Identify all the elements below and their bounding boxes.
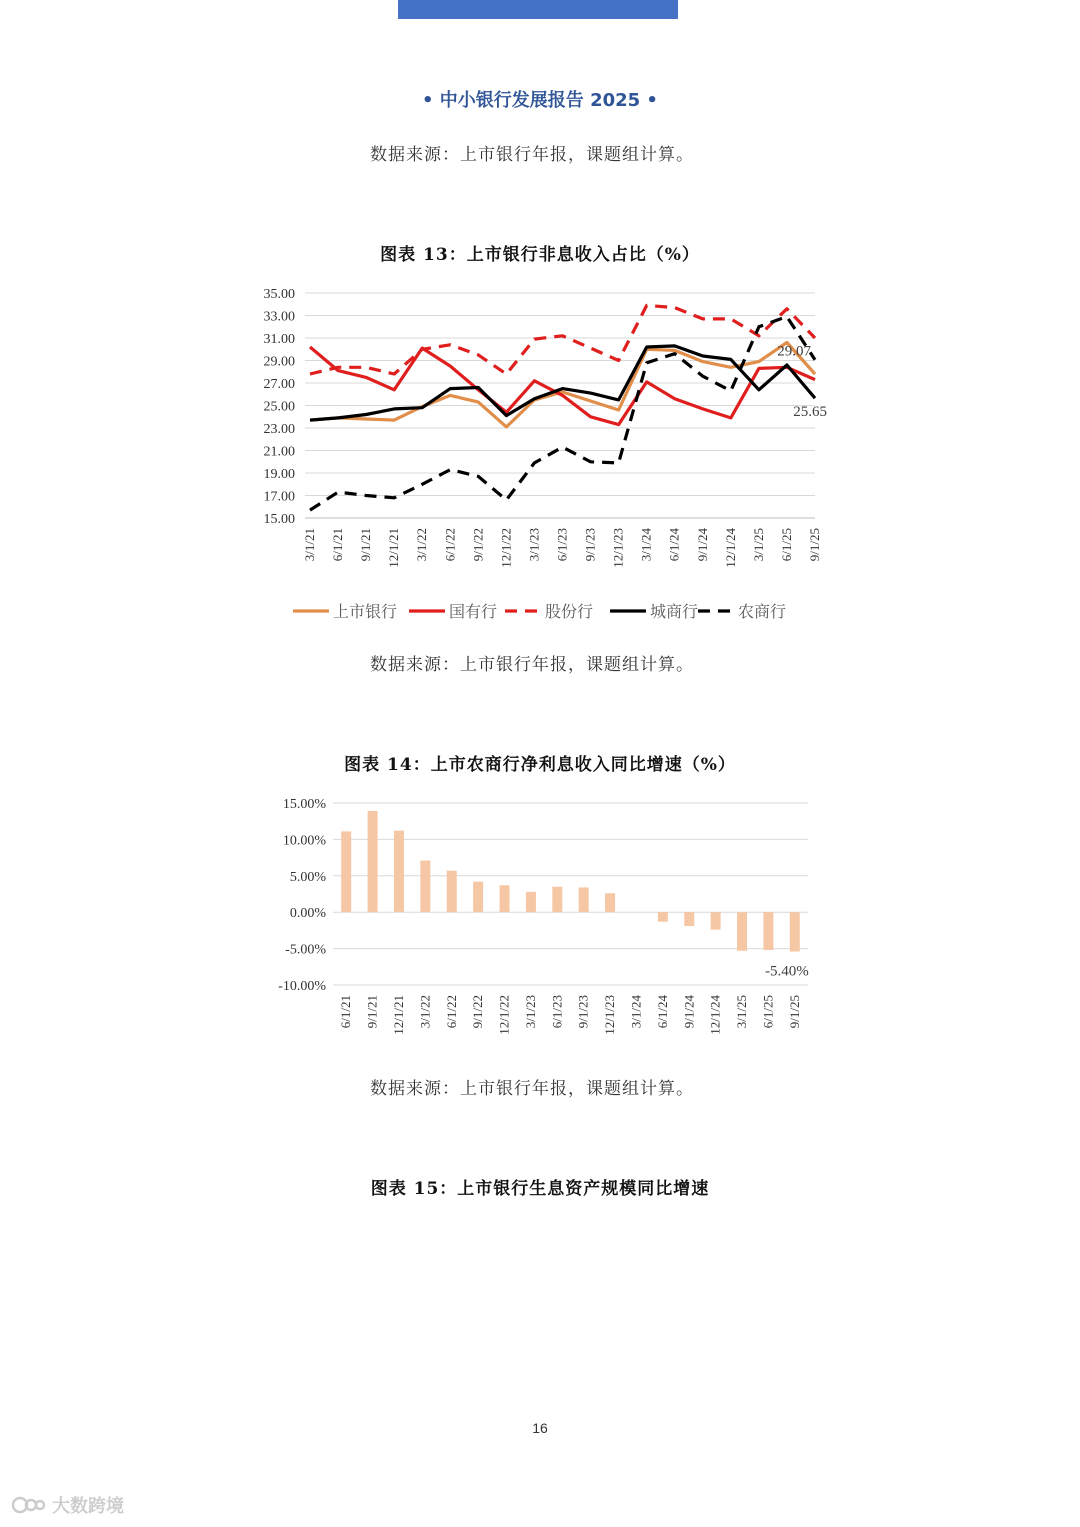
series-line-农商行 [310,317,815,511]
x-tick-label: 3/1/22 [417,995,433,1029]
figure-14-title: 图表 14：上市农商行净利息收入同比增速（%） [344,755,736,775]
x-tick-label: 6/1/22 [443,995,459,1029]
x-tick-label: 12/1/21 [390,995,406,1035]
x-tick-label: 3/1/25 [750,528,766,562]
data-label-farm-bank: 29.07 [777,343,811,360]
y-tick-label: 23.00 [263,422,295,437]
bar [658,912,668,921]
x-tick-label: 6/1/22 [442,528,458,562]
x-tick-label: 9/1/21 [364,995,380,1029]
data-label-city-bank: 25.65 [793,404,827,421]
y-tick-label: 33.00 [263,309,295,325]
x-tick-label: 9/1/23 [582,528,598,562]
x-tick-label: 9/1/24 [681,995,697,1029]
bar [341,831,351,912]
source-note-2: 数据来源：上市银行年报，课题组计算。 [370,655,694,675]
x-tick-label: 12/1/22 [498,528,514,568]
bar [684,912,694,926]
x-tick-label: 12/1/22 [496,995,512,1035]
bar [394,831,404,913]
x-tick-label: 12/1/23 [610,528,626,568]
x-tick-label: 6/1/25 [778,528,794,562]
x-tick-label: 3/1/25 [734,995,750,1029]
y-tick-label: 17.00 [263,489,295,505]
x-tick-label: 3/1/24 [638,528,654,562]
page-number: 16 [532,1420,548,1436]
data-label-last-bar: -5.40% [765,963,809,980]
bar [420,861,430,913]
bar [368,811,378,912]
bar [579,887,589,912]
y-tick-label: 25.00 [263,399,295,415]
x-tick-label: 6/1/24 [666,528,682,562]
x-tick-label: 3/1/24 [628,995,644,1029]
figure-13-title: 图表 13：上市银行非息收入占比（%） [380,245,700,265]
bar [447,871,457,912]
x-tick-label: 12/1/24 [722,528,738,568]
y-tick-label: 5.00% [289,869,326,885]
x-tick-label: 9/1/22 [470,995,486,1029]
y-tick-label: -5.00% [285,942,326,958]
x-tick-label: 6/1/21 [338,995,354,1029]
series-line-国有行 [310,347,815,425]
source-note-1: 数据来源：上市银行年报，课题组计算。 [370,145,694,165]
x-tick-label: 3/1/23 [526,528,542,562]
legend-label: 上市银行 [333,604,398,621]
watermark [12,1492,124,1518]
header-accent-bar [398,0,678,19]
legend-label: 国有行 [449,604,498,621]
bar [500,885,510,912]
x-tick-label: 6/1/23 [554,528,570,562]
x-tick-label: 3/1/21 [302,528,317,562]
y-tick-label: 15.00 [263,512,295,527]
y-tick-label: 31.00 [263,332,295,347]
y-tick-label: 10.00% [282,833,326,849]
figure-13-line-chart [0,280,1080,630]
x-tick-label: 6/1/21 [330,528,346,562]
watermark-text: 大数跨境 [52,1496,124,1517]
x-tick-label: 3/1/23 [522,995,538,1029]
y-tick-label: 21.00 [263,444,295,460]
bar [526,892,536,912]
source-note-3: 数据来源：上市银行年报，课题组计算。 [370,1079,694,1099]
x-tick-label: 6/1/25 [760,995,776,1029]
watermark-logo-icon [12,1493,46,1517]
x-tick-label: 12/1/21 [386,528,402,568]
x-tick-label: 3/1/22 [414,528,430,562]
x-tick-label: 9/1/25 [807,528,822,562]
bar [552,887,562,912]
x-tick-label: 9/1/23 [575,995,591,1029]
x-tick-label: 9/1/22 [470,528,486,562]
x-tick-label: 12/1/24 [707,995,723,1035]
y-tick-label: -10.00% [278,979,326,994]
legend-label: 城商行 [650,604,699,621]
bar [473,882,483,913]
x-tick-label: 9/1/21 [358,528,374,562]
bar [790,912,800,951]
bar [737,912,747,951]
legend-label: 农商行 [738,604,787,621]
x-tick-label: 6/1/23 [549,995,565,1029]
y-tick-label: 27.00 [263,377,295,392]
y-tick-label: 15.00% [282,797,326,812]
bar [711,912,721,929]
figure-14-bar-chart [0,790,1080,1050]
y-tick-label: 19.00 [263,467,295,482]
x-tick-label: 6/1/24 [654,995,670,1029]
y-tick-label: 35.00 [263,287,295,302]
x-tick-label: 9/1/24 [694,528,710,562]
bar [605,893,615,912]
x-tick-label: 9/1/25 [786,995,802,1029]
y-tick-label: 29.00 [263,354,295,370]
figure-15-title: 图表 15：上市银行生息资产规模同比增速 [370,1179,710,1199]
x-tick-label: 12/1/23 [602,995,618,1035]
report-header: • 中小银行发展报告 2025 • [422,90,658,111]
legend-label: 股份行 [545,604,594,621]
bar [763,912,773,950]
y-tick-label: 0.00% [289,906,326,922]
